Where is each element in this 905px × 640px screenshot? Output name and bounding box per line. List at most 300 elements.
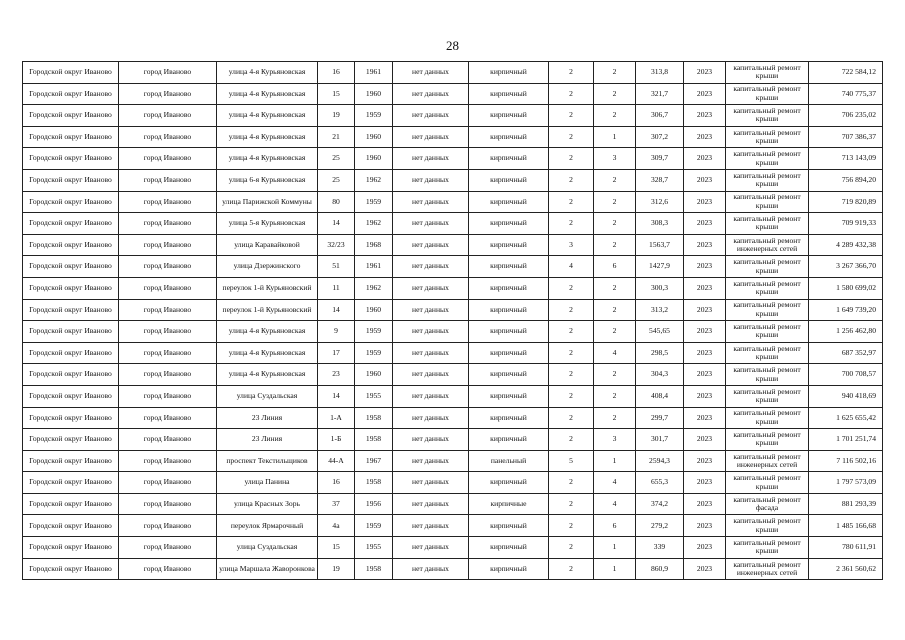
status-cell: нет данных (393, 234, 469, 256)
cost-cell: 1 625 655,42 (809, 407, 883, 429)
cost-cell: 3 267 366,70 (809, 256, 883, 278)
entrances-cell: 2 (594, 83, 636, 105)
floors-cell: 2 (549, 385, 594, 407)
cost-cell: 709 919,33 (809, 213, 883, 235)
entrances-cell: 1 (594, 450, 636, 472)
entrances-cell: 2 (594, 191, 636, 213)
area-cell: 307,2 (636, 126, 684, 148)
wall-material-cell: кирпичный (469, 105, 549, 127)
municipality-cell: Городской округ Иваново (23, 83, 119, 105)
municipality-cell: Городской округ Иваново (23, 450, 119, 472)
settlement-cell: город Иваново (119, 299, 217, 321)
cost-cell: 722 584,12 (809, 62, 883, 84)
table-row (23, 537, 883, 559)
status-cell: нет данных (393, 450, 469, 472)
cost-cell: 719 820,89 (809, 191, 883, 213)
entrances-cell: 4 (594, 342, 636, 364)
street-cell: улица 4-я Курьяновская (217, 321, 318, 343)
cost-cell: 707 386,37 (809, 126, 883, 148)
repair-year-cell: 2023 (684, 83, 726, 105)
floors-cell: 2 (549, 62, 594, 84)
municipality-cell: Городской округ Иваново (23, 429, 119, 451)
street-cell: улица Суздальская (217, 385, 318, 407)
area-cell: 1563,7 (636, 234, 684, 256)
status-cell: нет данных (393, 321, 469, 343)
floors-cell: 2 (549, 364, 594, 386)
table-row (23, 105, 883, 127)
area-cell: 321,7 (636, 83, 684, 105)
wall-material-cell: кирпичный (469, 191, 549, 213)
municipality-cell: Городской округ Иваново (23, 472, 119, 494)
entrances-cell: 1 (594, 126, 636, 148)
cost-cell: 713 143,09 (809, 148, 883, 170)
wall-material-cell: кирпичный (469, 342, 549, 364)
repair-type-cell: капитальный ремонт крыши (726, 321, 809, 343)
repair-year-cell: 2023 (684, 515, 726, 537)
cost-cell: 1 797 573,09 (809, 472, 883, 494)
status-cell: нет данных (393, 385, 469, 407)
entrances-cell: 4 (594, 493, 636, 515)
settlement-cell: город Иваново (119, 342, 217, 364)
wall-material-cell: кирпичный (469, 169, 549, 191)
cost-cell: 940 418,69 (809, 385, 883, 407)
status-cell: нет данных (393, 429, 469, 451)
year-built-cell: 1955 (355, 385, 393, 407)
repair-type-cell: капитальный ремонт крыши (726, 385, 809, 407)
floors-cell: 2 (549, 472, 594, 494)
municipality-cell: Городской округ Иваново (23, 515, 119, 537)
year-built-cell: 1960 (355, 126, 393, 148)
area-cell: 545,65 (636, 321, 684, 343)
area-cell: 304,3 (636, 364, 684, 386)
house-number-cell: 1-А (318, 407, 355, 429)
area-cell: 279,2 (636, 515, 684, 537)
floors-cell: 2 (549, 515, 594, 537)
table-row (23, 321, 883, 343)
floors-cell: 2 (549, 537, 594, 559)
street-cell: переулок Ярмарочный (217, 515, 318, 537)
wall-material-cell: кирпичный (469, 213, 549, 235)
floors-cell: 2 (549, 213, 594, 235)
settlement-cell: город Иваново (119, 83, 217, 105)
repair-year-cell: 2023 (684, 169, 726, 191)
repair-year-cell: 2023 (684, 364, 726, 386)
entrances-cell: 2 (594, 234, 636, 256)
table-row (23, 256, 883, 278)
municipality-cell: Городской округ Иваново (23, 213, 119, 235)
table-row (23, 558, 883, 580)
area-cell: 313,2 (636, 299, 684, 321)
municipality-cell: Городской округ Иваново (23, 234, 119, 256)
wall-material-cell: кирпичные (469, 493, 549, 515)
entrances-cell: 2 (594, 364, 636, 386)
entrances-cell: 1 (594, 558, 636, 580)
status-cell: нет данных (393, 105, 469, 127)
repair-type-cell: капитальный ремонт крыши (726, 472, 809, 494)
area-cell: 300,3 (636, 277, 684, 299)
repair-year-cell: 2023 (684, 126, 726, 148)
table-row (23, 126, 883, 148)
table-row (23, 429, 883, 451)
entrances-cell: 4 (594, 472, 636, 494)
house-number-cell: 4а (318, 515, 355, 537)
street-cell: улица Суздальская (217, 537, 318, 559)
status-cell: нет данных (393, 472, 469, 494)
wall-material-cell: кирпичный (469, 407, 549, 429)
table-row (23, 169, 883, 191)
entrances-cell: 2 (594, 169, 636, 191)
year-built-cell: 1958 (355, 429, 393, 451)
repair-type-cell: капитальный ремонт крыши (726, 148, 809, 170)
repair-type-cell: капитальный ремонт крыши (726, 299, 809, 321)
settlement-cell: город Иваново (119, 493, 217, 515)
year-built-cell: 1968 (355, 234, 393, 256)
repair-type-cell: капитальный ремонт инженерных сетей (726, 558, 809, 580)
street-cell: улица 4-я Курьяновская (217, 342, 318, 364)
year-built-cell: 1960 (355, 148, 393, 170)
house-number-cell: 14 (318, 299, 355, 321)
settlement-cell: город Иваново (119, 277, 217, 299)
table-row (23, 148, 883, 170)
repair-type-cell: капитальный ремонт инженерных сетей (726, 234, 809, 256)
repair-type-cell: капитальный ремонт крыши (726, 105, 809, 127)
repair-type-cell: капитальный ремонт крыши (726, 191, 809, 213)
repair-year-cell: 2023 (684, 191, 726, 213)
house-number-cell: 19 (318, 105, 355, 127)
cost-cell: 756 894,20 (809, 169, 883, 191)
year-built-cell: 1960 (355, 299, 393, 321)
street-cell: переулок 1-й Курьяновский (217, 299, 318, 321)
municipality-cell: Городской округ Иваново (23, 299, 119, 321)
street-cell: переулок 1-й Курьяновский (217, 277, 318, 299)
area-cell: 1427,9 (636, 256, 684, 278)
municipality-cell: Городской округ Иваново (23, 342, 119, 364)
cost-cell: 1 649 739,20 (809, 299, 883, 321)
house-number-cell: 15 (318, 537, 355, 559)
repair-year-cell: 2023 (684, 493, 726, 515)
year-built-cell: 1958 (355, 472, 393, 494)
street-cell: улица 4-я Курьяновская (217, 148, 318, 170)
status-cell: нет данных (393, 537, 469, 559)
area-cell: 312,6 (636, 191, 684, 213)
floors-cell: 2 (549, 429, 594, 451)
status-cell: нет данных (393, 83, 469, 105)
settlement-cell: город Иваново (119, 126, 217, 148)
repair-type-cell: капитальный ремонт инженерных сетей (726, 450, 809, 472)
table-row (23, 493, 883, 515)
year-built-cell: 1958 (355, 558, 393, 580)
house-number-cell: 15 (318, 83, 355, 105)
municipality-cell: Городской округ Иваново (23, 321, 119, 343)
wall-material-cell: кирпичный (469, 126, 549, 148)
repair-type-cell: капитальный ремонт крыши (726, 429, 809, 451)
floors-cell: 2 (549, 169, 594, 191)
area-cell: 860,9 (636, 558, 684, 580)
cost-cell: 881 293,39 (809, 493, 883, 515)
table-row (23, 83, 883, 105)
street-cell: улица 4-я Курьяновская (217, 83, 318, 105)
year-built-cell: 1959 (355, 342, 393, 364)
repair-year-cell: 2023 (684, 62, 726, 84)
house-number-cell: 14 (318, 385, 355, 407)
settlement-cell: город Иваново (119, 450, 217, 472)
repair-year-cell: 2023 (684, 407, 726, 429)
floors-cell: 2 (549, 342, 594, 364)
repair-year-cell: 2023 (684, 256, 726, 278)
entrances-cell: 3 (594, 148, 636, 170)
street-cell: улица Панина (217, 472, 318, 494)
street-cell: улица Маршала Жаворонкова (217, 558, 318, 580)
municipality-cell: Городской округ Иваново (23, 256, 119, 278)
street-cell: улица 4-я Курьяновская (217, 62, 318, 84)
repair-type-cell: капитальный ремонт крыши (726, 515, 809, 537)
area-cell: 374,2 (636, 493, 684, 515)
status-cell: нет данных (393, 169, 469, 191)
street-cell: улица 4-я Курьяновская (217, 105, 318, 127)
wall-material-cell: кирпичный (469, 558, 549, 580)
cost-cell: 687 352,97 (809, 342, 883, 364)
table-row (23, 277, 883, 299)
house-number-cell: 16 (318, 472, 355, 494)
table-row (23, 407, 883, 429)
table-row (23, 213, 883, 235)
settlement-cell: город Иваново (119, 105, 217, 127)
repair-year-cell: 2023 (684, 385, 726, 407)
street-cell: улица 5-я Курьяновская (217, 213, 318, 235)
year-built-cell: 1958 (355, 407, 393, 429)
area-cell: 2594,3 (636, 450, 684, 472)
floors-cell: 4 (549, 256, 594, 278)
cost-cell: 780 611,91 (809, 537, 883, 559)
settlement-cell: город Иваново (119, 321, 217, 343)
municipality-cell: Городской округ Иваново (23, 126, 119, 148)
year-built-cell: 1960 (355, 83, 393, 105)
house-number-cell: 14 (318, 213, 355, 235)
entrances-cell: 6 (594, 515, 636, 537)
floors-cell: 2 (549, 299, 594, 321)
repair-type-cell: капитальный ремонт крыши (726, 407, 809, 429)
floors-cell: 2 (549, 321, 594, 343)
cost-cell: 1 485 166,68 (809, 515, 883, 537)
cost-cell: 700 708,57 (809, 364, 883, 386)
table-row (23, 191, 883, 213)
wall-material-cell: кирпичный (469, 299, 549, 321)
year-built-cell: 1961 (355, 256, 393, 278)
cost-cell: 740 775,37 (809, 83, 883, 105)
house-number-cell: 25 (318, 169, 355, 191)
house-number-cell: 11 (318, 277, 355, 299)
repair-type-cell: капитальный ремонт крыши (726, 342, 809, 364)
status-cell: нет данных (393, 407, 469, 429)
house-number-cell: 32/23 (318, 234, 355, 256)
repair-type-cell: капитальный ремонт крыши (726, 213, 809, 235)
house-number-cell: 80 (318, 191, 355, 213)
repair-type-cell: капитальный ремонт фасада (726, 493, 809, 515)
year-built-cell: 1962 (355, 213, 393, 235)
municipality-cell: Городской округ Иваново (23, 105, 119, 127)
house-number-cell: 16 (318, 62, 355, 84)
cost-cell: 706 235,02 (809, 105, 883, 127)
floors-cell: 2 (549, 126, 594, 148)
floors-cell: 2 (549, 191, 594, 213)
street-cell: улица Каравайковой (217, 234, 318, 256)
table-row (23, 472, 883, 494)
cost-cell: 2 361 560,62 (809, 558, 883, 580)
status-cell: нет данных (393, 148, 469, 170)
street-cell: 23 Линия (217, 429, 318, 451)
floors-cell: 2 (549, 493, 594, 515)
cost-cell: 1 580 699,02 (809, 277, 883, 299)
street-cell: проспект Текстильщиков (217, 450, 318, 472)
status-cell: нет данных (393, 277, 469, 299)
table-row (23, 450, 883, 472)
table-row (23, 515, 883, 537)
repair-year-cell: 2023 (684, 321, 726, 343)
repair-type-cell: капитальный ремонт крыши (726, 126, 809, 148)
settlement-cell: город Иваново (119, 407, 217, 429)
wall-material-cell: кирпичный (469, 472, 549, 494)
wall-material-cell: кирпичный (469, 62, 549, 84)
entrances-cell: 2 (594, 62, 636, 84)
repair-type-cell: капитальный ремонт крыши (726, 62, 809, 84)
municipality-cell: Городской округ Иваново (23, 62, 119, 84)
area-cell: 313,8 (636, 62, 684, 84)
area-cell: 298,5 (636, 342, 684, 364)
cost-cell: 4 289 432,38 (809, 234, 883, 256)
wall-material-cell: кирпичный (469, 429, 549, 451)
wall-material-cell: кирпичный (469, 515, 549, 537)
settlement-cell: город Иваново (119, 191, 217, 213)
status-cell: нет данных (393, 493, 469, 515)
wall-material-cell: панельный (469, 450, 549, 472)
repair-year-cell: 2023 (684, 429, 726, 451)
entrances-cell: 2 (594, 385, 636, 407)
status-cell: нет данных (393, 558, 469, 580)
municipality-cell: Городской округ Иваново (23, 537, 119, 559)
area-cell: 301,7 (636, 429, 684, 451)
house-number-cell: 51 (318, 256, 355, 278)
status-cell: нет данных (393, 126, 469, 148)
settlement-cell: город Иваново (119, 558, 217, 580)
wall-material-cell: кирпичный (469, 385, 549, 407)
house-number-cell: 25 (318, 148, 355, 170)
repair-type-cell: капитальный ремонт крыши (726, 83, 809, 105)
page-number: 28 (446, 38, 459, 53)
repair-year-cell: 2023 (684, 277, 726, 299)
house-number-cell: 9 (318, 321, 355, 343)
floors-cell: 2 (549, 148, 594, 170)
status-cell: нет данных (393, 299, 469, 321)
cost-cell: 7 116 502,16 (809, 450, 883, 472)
area-cell: 306,7 (636, 105, 684, 127)
settlement-cell: город Иваново (119, 515, 217, 537)
area-cell: 299,7 (636, 407, 684, 429)
table-row (23, 299, 883, 321)
settlement-cell: город Иваново (119, 213, 217, 235)
year-built-cell: 1962 (355, 277, 393, 299)
repair-year-cell: 2023 (684, 450, 726, 472)
street-cell: улица Красных Зорь (217, 493, 318, 515)
table-row (23, 364, 883, 386)
entrances-cell: 2 (594, 299, 636, 321)
year-built-cell: 1960 (355, 364, 393, 386)
settlement-cell: город Иваново (119, 385, 217, 407)
municipality-cell: Городской округ Иваново (23, 277, 119, 299)
year-built-cell: 1959 (355, 515, 393, 537)
table-row (23, 62, 883, 84)
floors-cell: 2 (549, 407, 594, 429)
street-cell: улица 4-я Курьяновская (217, 126, 318, 148)
table-row (23, 385, 883, 407)
area-cell: 309,7 (636, 148, 684, 170)
street-cell: улица Парижской Коммуны (217, 191, 318, 213)
house-number-cell: 23 (318, 364, 355, 386)
repair-type-cell: капитальный ремонт крыши (726, 537, 809, 559)
year-built-cell: 1956 (355, 493, 393, 515)
house-number-cell: 17 (318, 342, 355, 364)
floors-cell: 2 (549, 277, 594, 299)
housing-repair-table (22, 61, 883, 580)
entrances-cell: 2 (594, 407, 636, 429)
municipality-cell: Городской округ Иваново (23, 385, 119, 407)
wall-material-cell: кирпичный (469, 537, 549, 559)
year-built-cell: 1959 (355, 105, 393, 127)
status-cell: нет данных (393, 515, 469, 537)
year-built-cell: 1961 (355, 62, 393, 84)
wall-material-cell: кирпичный (469, 321, 549, 343)
repair-year-cell: 2023 (684, 148, 726, 170)
year-built-cell: 1959 (355, 191, 393, 213)
municipality-cell: Городской округ Иваново (23, 191, 119, 213)
entrances-cell: 6 (594, 256, 636, 278)
status-cell: нет данных (393, 342, 469, 364)
repair-type-cell: капитальный ремонт крыши (726, 256, 809, 278)
repair-year-cell: 2023 (684, 558, 726, 580)
repair-year-cell: 2023 (684, 213, 726, 235)
wall-material-cell: кирпичный (469, 234, 549, 256)
house-number-cell: 44-А (318, 450, 355, 472)
settlement-cell: город Иваново (119, 472, 217, 494)
cost-cell: 1 701 251,74 (809, 429, 883, 451)
area-cell: 655,3 (636, 472, 684, 494)
year-built-cell: 1959 (355, 321, 393, 343)
floors-cell: 3 (549, 234, 594, 256)
street-cell: улица 4-я Курьяновская (217, 364, 318, 386)
status-cell: нет данных (393, 213, 469, 235)
wall-material-cell: кирпичный (469, 148, 549, 170)
status-cell: нет данных (393, 62, 469, 84)
repair-year-cell: 2023 (684, 472, 726, 494)
street-cell: улица 6-я Курьяновская (217, 169, 318, 191)
municipality-cell: Городской округ Иваново (23, 558, 119, 580)
floors-cell: 2 (549, 558, 594, 580)
municipality-cell: Городской округ Иваново (23, 364, 119, 386)
street-cell: улица Дзержинского (217, 256, 318, 278)
house-number-cell: 1-Б (318, 429, 355, 451)
municipality-cell: Городской округ Иваново (23, 148, 119, 170)
year-built-cell: 1967 (355, 450, 393, 472)
entrances-cell: 1 (594, 537, 636, 559)
year-built-cell: 1955 (355, 537, 393, 559)
wall-material-cell: кирпичный (469, 364, 549, 386)
wall-material-cell: кирпичный (469, 277, 549, 299)
floors-cell: 2 (549, 105, 594, 127)
floors-cell: 2 (549, 83, 594, 105)
area-cell: 308,3 (636, 213, 684, 235)
wall-material-cell: кирпичный (469, 83, 549, 105)
year-built-cell: 1962 (355, 169, 393, 191)
entrances-cell: 2 (594, 105, 636, 127)
